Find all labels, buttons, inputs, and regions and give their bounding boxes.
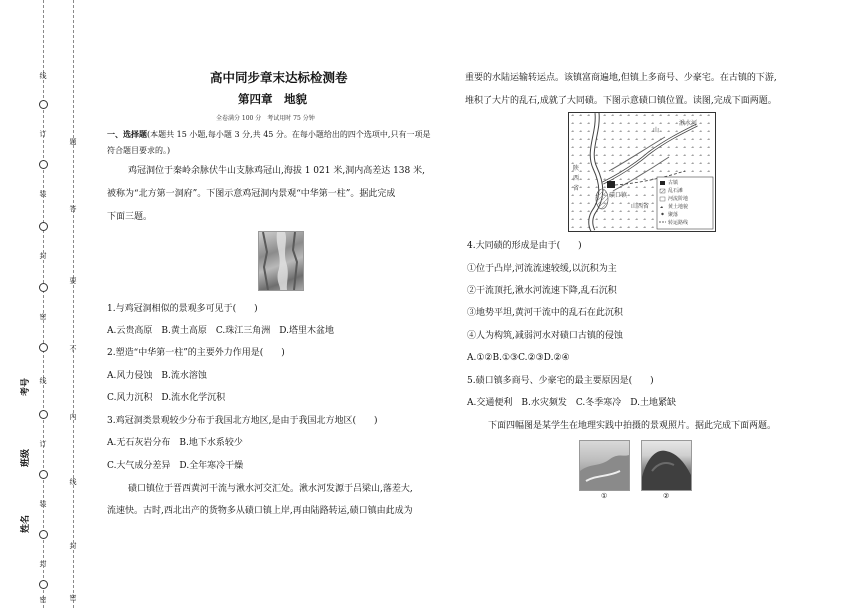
exam-title: 高中同步章末达标检测卷 bbox=[210, 70, 348, 85]
map-label-shaanxi: 陕 bbox=[573, 165, 580, 172]
margin-circle bbox=[39, 100, 48, 109]
legend-item: 转运路线 bbox=[668, 220, 689, 226]
margin-char: 要 bbox=[69, 277, 77, 285]
margin-circle bbox=[39, 283, 48, 292]
cave-pillar-photo bbox=[258, 231, 304, 291]
section-heading-line bbox=[107, 129, 430, 140]
passage-1-line: 下面三题。 bbox=[107, 212, 153, 222]
question-4: 4.大同碛的形成是由于( ) bbox=[467, 241, 582, 251]
margin-char: 线 bbox=[39, 377, 47, 385]
question-4-options: A.①②B.①③C.②③D.②④ bbox=[467, 353, 570, 363]
photo-label-2: ② bbox=[663, 492, 670, 500]
legend-item: 河流阶地 bbox=[668, 196, 689, 202]
passage-2-cont: 堆积了大片的乱石,成就了大同碛。下图示意碛口镇位置。读图,完成下面两题。 bbox=[465, 96, 777, 106]
legend-item: 乱石滩 bbox=[668, 188, 684, 194]
margin-char: 内 bbox=[69, 413, 77, 421]
margin-char: 线 bbox=[39, 72, 47, 80]
passage-1-line: 鸡冠洞位于秦岭余脉伏牛山支脉鸡冠山,海拔 1 021 米,洞内高差达 138 米, bbox=[128, 166, 425, 176]
landscape-photo-1-image bbox=[580, 441, 629, 490]
margin-char: 订 bbox=[39, 440, 47, 448]
binding-line-inner bbox=[73, 0, 74, 608]
section-desc: (本题共 15 小题,每小题 3 分,共 45 分。在每小题给出的四个选项中,只有一项是 bbox=[147, 130, 431, 139]
map-label-shaanxi-sheng: 省 bbox=[573, 185, 580, 192]
map-label-town: 碛口镇 bbox=[609, 192, 628, 199]
student-id-label: 考号 bbox=[21, 378, 31, 397]
name-label: 姓名 bbox=[21, 515, 31, 534]
class-label: 班级 bbox=[21, 449, 31, 468]
legend-item: 黄土地貌 bbox=[668, 204, 689, 210]
passage-2-line: 流速快。古时,西北出产的货物多从碛口镇上岸,再由陆路转运,碛口镇由此成为 bbox=[107, 506, 413, 516]
landscape-photo-1 bbox=[579, 440, 630, 491]
margin-char: 答 bbox=[69, 205, 77, 213]
margin-char: 装 bbox=[39, 190, 47, 198]
margin-circle bbox=[39, 580, 48, 589]
margin-char: 密 bbox=[39, 596, 47, 604]
qikou-map bbox=[568, 112, 716, 232]
question-4-statement: ②干流顶托,湫水河流速下降,乱石沉积 bbox=[467, 286, 617, 296]
margin-char: 装 bbox=[39, 500, 47, 508]
passage-3: 下面四幅图是某学生在地理实践中拍摄的景观照片。据此完成下面两题。 bbox=[488, 421, 777, 431]
margin-char: 线 bbox=[69, 478, 77, 486]
exam-meta: 全卷满分 100 分 考试用时 75 分钟 bbox=[216, 115, 315, 122]
question-4-statement: ③地势平坦,黄河干流中的乱石在此沉积 bbox=[467, 308, 623, 318]
margin-char: 封 bbox=[39, 560, 47, 568]
photo-label-1: ① bbox=[601, 492, 608, 500]
margin-circle bbox=[39, 410, 48, 419]
question-2-options: C.风力沉积 D.流水化学沉积 bbox=[107, 393, 226, 403]
map-label-mountain: 山 bbox=[653, 127, 660, 134]
legend-item: 古镇 bbox=[668, 180, 679, 186]
question-4-statement: ④人为构筑,减弱河水对碛口古镇的侵蚀 bbox=[467, 331, 623, 341]
question-3-options: C.大气成分差异 D.全年寒冷干燥 bbox=[107, 461, 244, 471]
question-4-statement: ①位于凸岸,河流流速较缓,以沉积为主 bbox=[467, 264, 617, 274]
landscape-photo-2-image bbox=[642, 441, 691, 490]
margin-char: 封 bbox=[39, 252, 47, 260]
margin-char: 密 bbox=[69, 594, 77, 602]
question-2: 2.塑造“中华第一柱”的主要外力作用是( ) bbox=[107, 348, 285, 358]
question-1-options: A.云贵高原 B.黄土高原 C.珠江三角洲 D.塔里木盆地 bbox=[107, 326, 335, 336]
margin-char: 不 bbox=[69, 345, 77, 353]
section-desc-cont: 符合题目要求的。) bbox=[107, 146, 171, 155]
margin-circle bbox=[39, 160, 48, 169]
passage-2-line: 碛口镇位于晋西黄河干流与湫水河交汇处。湫水河发源于吕梁山,落差大, bbox=[128, 484, 413, 494]
chapter-title: 第四章 地貌 bbox=[238, 92, 307, 106]
cave-pillar-image bbox=[259, 232, 303, 290]
margin-char: 封 bbox=[69, 542, 77, 550]
question-2-options: A.风力侵蚀 B.流水溶蚀 bbox=[107, 371, 207, 381]
margin-circle bbox=[39, 222, 48, 231]
question-1: 1.与鸡冠洞相似的景观多可见于( ) bbox=[107, 304, 258, 314]
legend-item: 聚落 bbox=[668, 212, 679, 218]
question-3: 3.鸡冠洞类景观较少分布于我国北方地区,是由于我国北方地区( ) bbox=[107, 416, 378, 426]
margin-char: 密 bbox=[39, 313, 47, 321]
margin-char: 订 bbox=[39, 130, 47, 138]
map-label-shaanxi-xi: 西 bbox=[573, 175, 580, 182]
section-heading: 一、选择题 bbox=[107, 129, 147, 139]
question-5: 5.碛口镇多商号、少豪宅的最主要原因是( ) bbox=[467, 376, 654, 386]
qikou-map-drawing bbox=[569, 113, 715, 231]
margin-char: 题 bbox=[69, 138, 77, 146]
passage-2-cont: 重要的水陆运输转运点。该镇富商遍地,但镇上多商号、少豪宅。在古镇的下游, bbox=[465, 73, 777, 83]
landscape-photo-2 bbox=[641, 440, 692, 491]
margin-circle bbox=[39, 470, 48, 479]
question-3-options: A.无石灰岩分布 B.地下水系较少 bbox=[107, 438, 243, 448]
margin-circle bbox=[39, 530, 48, 539]
question-5-options: A.交通便利 B.水灾频发 C.冬季寒冷 D.土地紧缺 bbox=[467, 398, 677, 408]
map-label-shanxi: 山西省 bbox=[631, 203, 650, 210]
passage-1-line: 被称为“北方第一洞府”。下图示意鸡冠洞内景观“中华第一柱”。据此完成 bbox=[107, 189, 396, 199]
binding-line-outer bbox=[43, 0, 44, 608]
map-label-river: 湫水河 bbox=[679, 120, 698, 127]
margin-circle bbox=[39, 343, 48, 352]
